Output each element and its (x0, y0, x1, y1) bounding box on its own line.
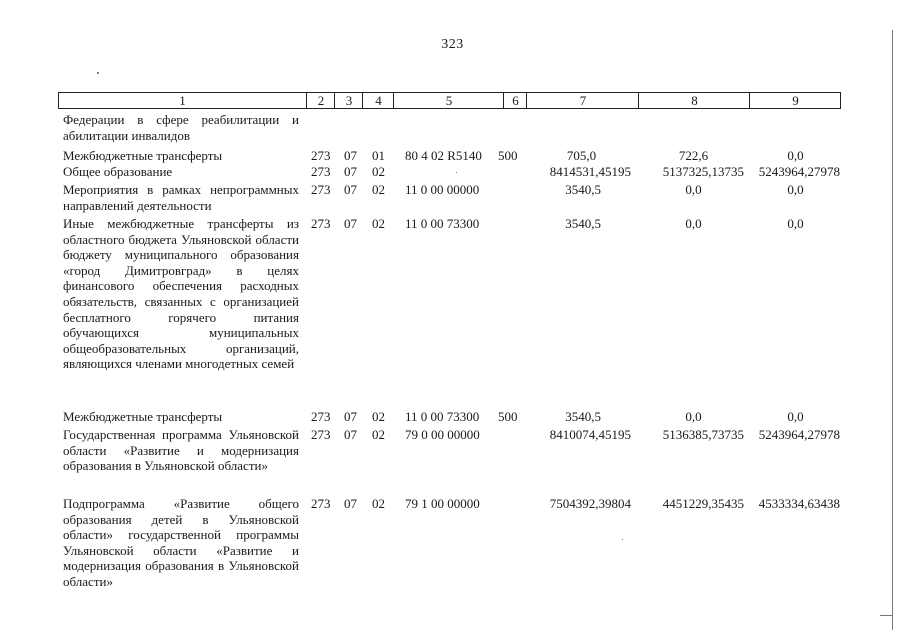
row-name: Федерации в сфере реабилитации и абилитации инвалидов (63, 112, 299, 143)
row-rz: 07 (344, 496, 357, 511)
row-rz: 07 (344, 427, 357, 442)
scan-edge-line (880, 615, 892, 616)
row-v2021: 722,6 (678, 148, 709, 163)
row-v2020: 3540,5 (565, 216, 601, 231)
row-rz: 07 (344, 148, 357, 163)
header-col-3: 3 (334, 93, 363, 108)
row-v2022: 4533334,63438 (758, 496, 840, 511)
row-cs: 79 1 00 00000 (405, 496, 480, 511)
row-v2022: 0,0 (787, 216, 804, 231)
row-cs: 11 0 00 73300 (405, 409, 480, 424)
row-vr: 500 (498, 148, 518, 163)
scan-speck (97, 72, 99, 74)
row-gr: 273 (311, 427, 331, 442)
header-col-1: 1 (179, 93, 186, 108)
row-v2022: 5243964,27978 (758, 164, 840, 179)
row-pr: 02 (372, 164, 385, 179)
row-cs: 11 0 00 73300 (405, 216, 480, 231)
row-name: Межбюджетные трансферты (63, 409, 223, 424)
header-col-5: 5 (393, 93, 504, 108)
header-col-2: 2 (306, 93, 335, 108)
row-rz: 07 (344, 216, 357, 231)
row-gr: 273 (311, 216, 331, 231)
row-v2021: 4451229,35435 (662, 496, 744, 511)
row-v2021: 5136385,73735 (662, 427, 744, 442)
header-col-7: 7 (526, 93, 639, 108)
row-rz: 07 (344, 164, 357, 179)
row-name: Государственная программа Ульяновской области «Развитие и модернизация образования в Ульяновской области» (63, 427, 299, 474)
row-name: Межбюджетные трансферты (63, 148, 223, 163)
row-rz: 07 (344, 409, 357, 424)
row-name: Мероприятия в рамках непрограммных направлений деятельности (63, 182, 299, 213)
row-v2022: 0,0 (787, 148, 804, 163)
scan-edge-line (892, 30, 893, 630)
row-rz: 07 (344, 182, 357, 197)
header-col-9: 9 (749, 93, 841, 108)
row-name: Общее образование (63, 164, 173, 179)
row-pr: 02 (372, 427, 385, 442)
row-v2022: 5243964,27978 (758, 427, 840, 442)
row-v2021: 0,0 (685, 216, 702, 231)
row-v2022: 0,0 (787, 409, 804, 424)
row-name: Иные межбюджетные трансферты из областного бюджета Ульяновской области бюджету муниципального образования «город Димитровград» в целях финансового обеспечения расходных обязательств, связанных с организацией бесплатного горячего питания обучающихся муниципальных общеобразовательных организаций, являющихся членами многодетных семей (63, 216, 299, 372)
row-cs: 79 0 00 00000 (405, 427, 480, 442)
row-gr: 273 (311, 409, 331, 424)
row-vr: 500 (498, 409, 518, 424)
row-v2020: 3540,5 (565, 409, 601, 424)
row-v2020: 8410074,45195 (549, 427, 631, 442)
row-v2022: 0,0 (787, 182, 804, 197)
row-gr: 273 (311, 182, 331, 197)
row-pr: 01 (372, 148, 385, 163)
row-pr: 02 (372, 496, 385, 511)
row-gr: 273 (311, 148, 331, 163)
header-col-4: 4 (362, 93, 394, 108)
page-number: 323 (441, 37, 464, 52)
row-cs: 11 0 00 00000 (405, 182, 480, 197)
row-pr: 02 (372, 409, 385, 424)
row-gr: 273 (311, 164, 331, 179)
row-cs: 80 4 02 R5140 (405, 148, 482, 163)
header-col-6: 6 (503, 93, 527, 108)
row-pr: 02 (372, 182, 385, 197)
header-col-8: 8 (638, 93, 750, 108)
row-gr: 273 (311, 496, 331, 511)
row-v2021: 0,0 (685, 409, 702, 424)
row-v2020: 3540,5 (565, 182, 601, 197)
row-v2021: 0,0 (685, 182, 702, 197)
table-header-row (58, 92, 841, 109)
row-v2020: 7504392,39804 (549, 496, 631, 511)
row-v2020: 705,0 (566, 148, 597, 163)
row-v2020: 8414531,45195 (549, 164, 631, 179)
row-pr: 02 (372, 216, 385, 231)
scan-speck (456, 172, 457, 173)
row-v2021: 5137325,13735 (662, 164, 744, 179)
scan-speck (622, 539, 623, 540)
row-name: Подпрограмма «Развитие общего образования детей в Ульяновской области» государственной программы Ульяновской области «Развитие и модернизация образования в Ульяновской области» (63, 496, 299, 589)
